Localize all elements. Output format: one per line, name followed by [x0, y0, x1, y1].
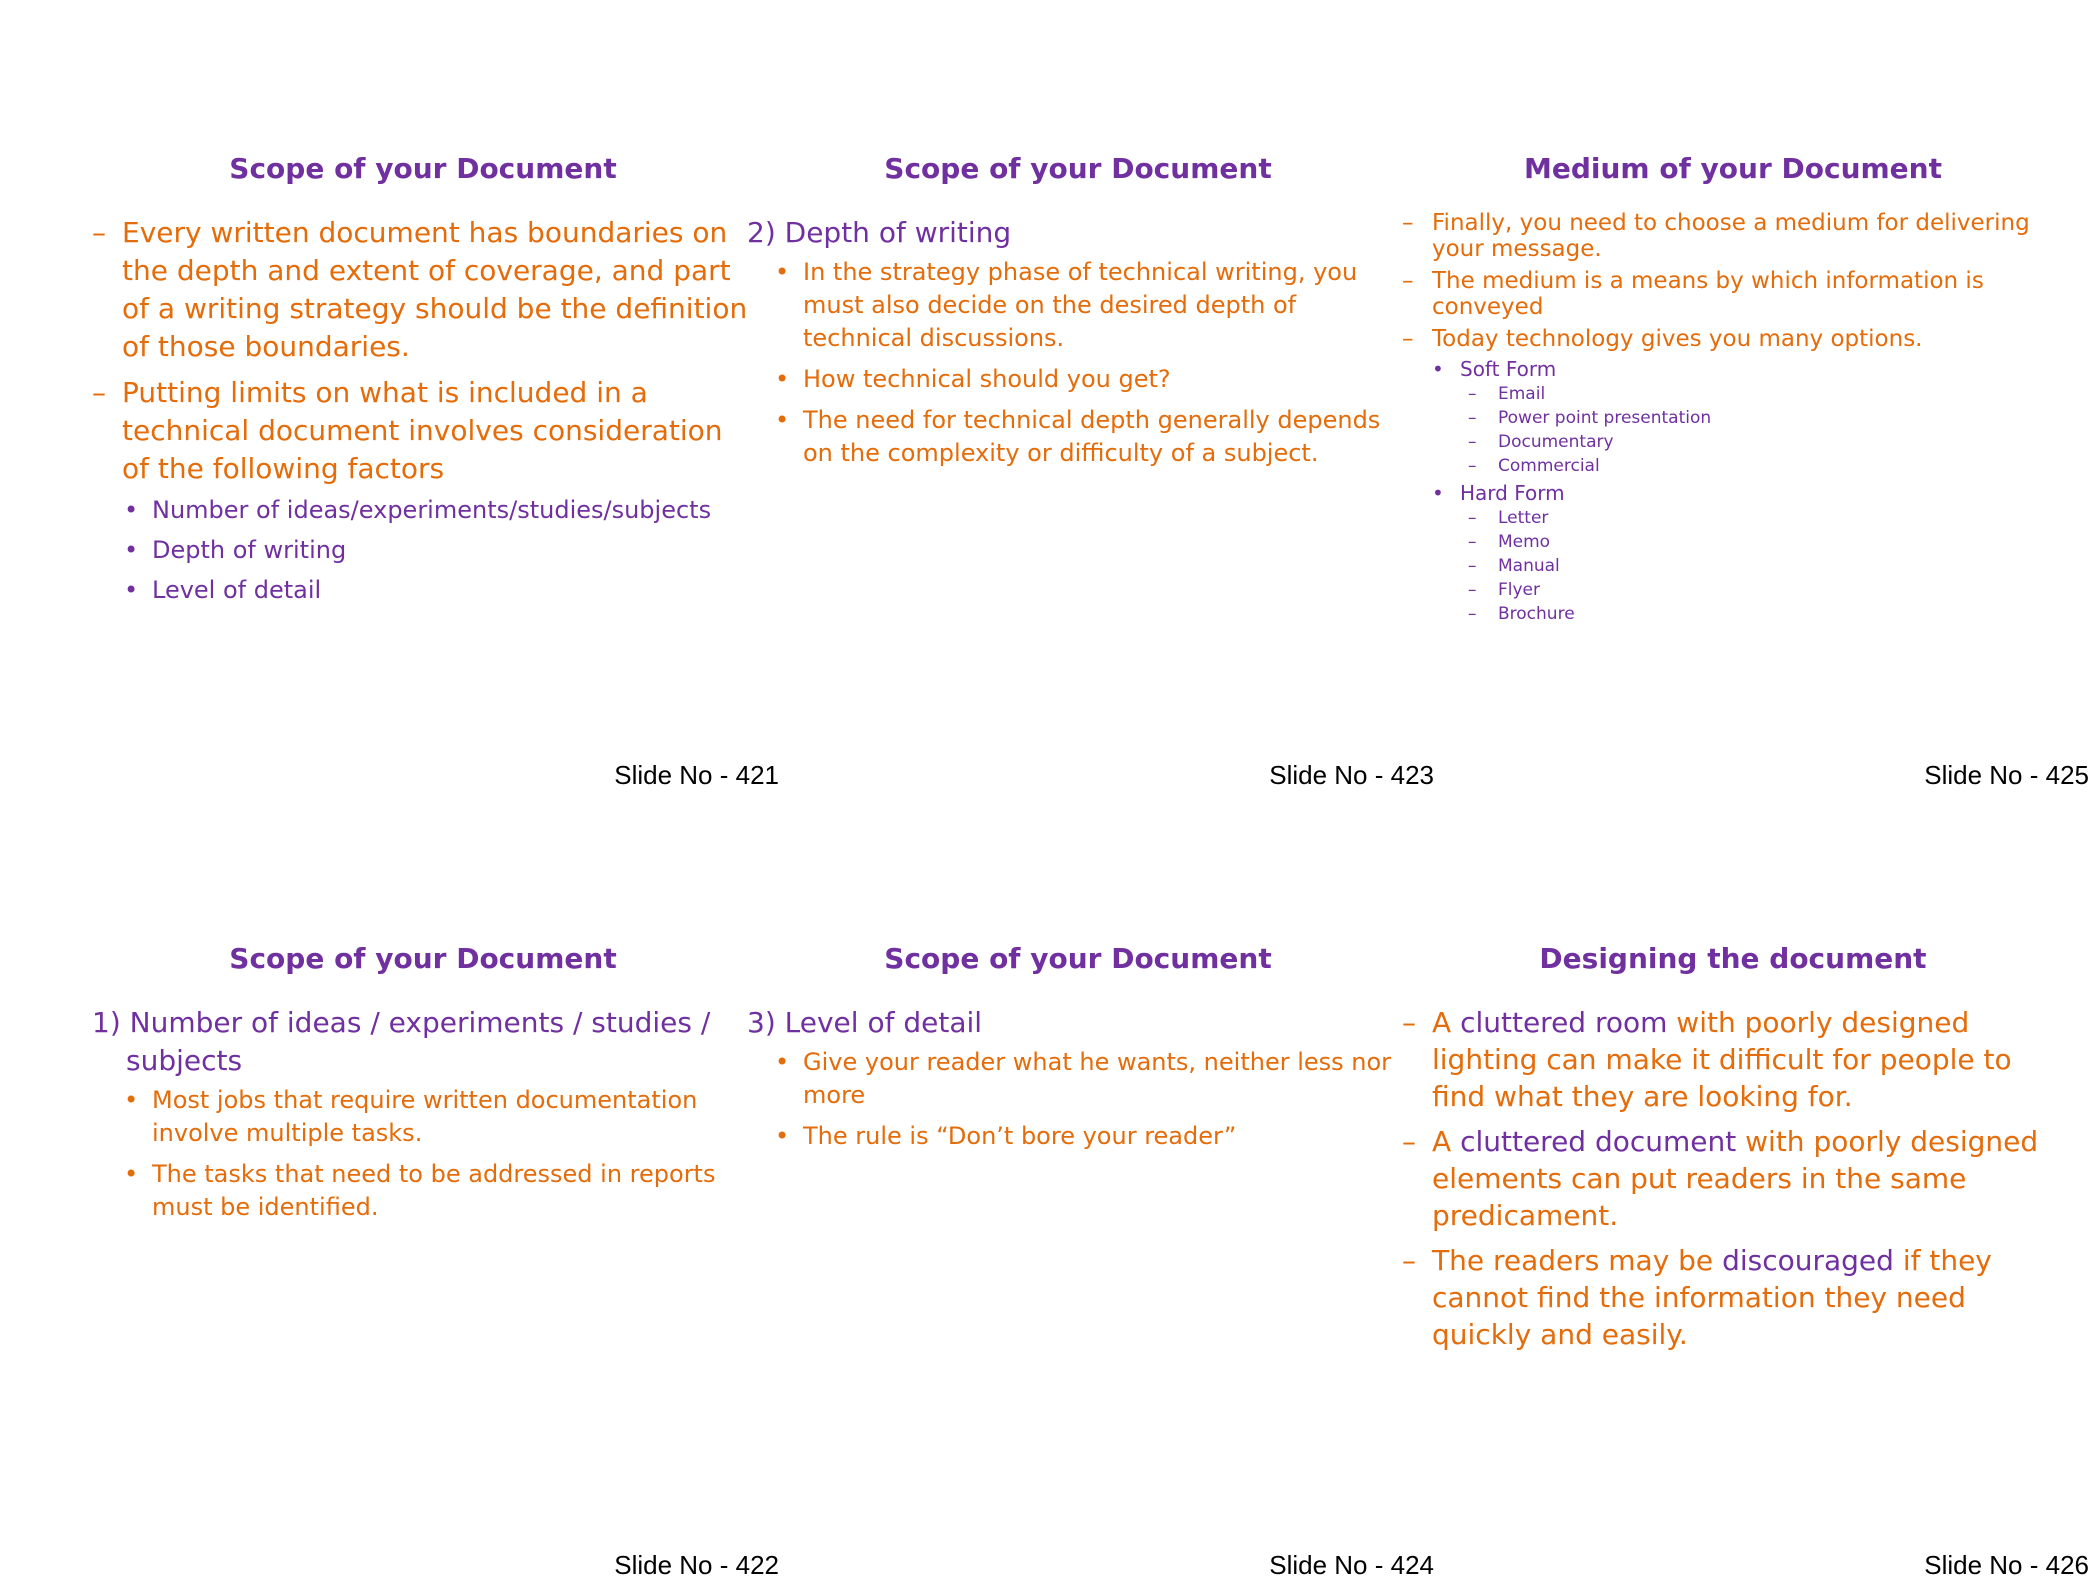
highlight-text: discouraged	[1722, 1244, 1894, 1277]
bullet-marker: •	[124, 1086, 139, 1114]
slide-body	[747, 1004, 1409, 1153]
highlight-text: cluttered document	[1460, 1125, 1737, 1158]
slide-title: Scope of your Document	[229, 942, 617, 975]
list-item: – The readers may be discouraged if they cannot find the information they need quickly and easily.	[1402, 1244, 1992, 1351]
dash-marker: –	[1468, 408, 1477, 428]
bullet-marker: •	[124, 496, 139, 524]
list-item: • Depth of writing	[124, 536, 347, 564]
list-item: – Power point presentation	[1468, 408, 1712, 428]
list-item: – Letter	[1468, 508, 1549, 528]
list-item: • Most jobs that require written documentation involve multiple tasks.	[124, 1086, 698, 1147]
section-heading: 2) Depth of writing	[747, 216, 1012, 249]
dash-marker: –	[1468, 456, 1477, 476]
section-heading: 3) Level of detail	[747, 1006, 983, 1039]
bullet-marker: •	[775, 406, 790, 434]
dash-marker: –	[1468, 604, 1477, 624]
list-item: • In the strategy phase of technical writing, you must also decide on the desired depth of technical discussions.	[775, 258, 1358, 352]
list-item: • Give your reader what he wants, neither less nor more	[775, 1048, 1392, 1109]
bullet-marker: •	[124, 536, 139, 564]
slide-title: Designing the document	[1539, 942, 1927, 975]
list-item: – Brochure	[1468, 604, 1575, 624]
list-item: – Documentary	[1468, 432, 1614, 452]
slide-number: Slide No - 426	[1924, 1550, 2089, 1580]
dash-marker: –	[1468, 508, 1477, 528]
dash-marker: –	[1468, 556, 1477, 576]
list-item: – Flyer	[1468, 580, 1541, 600]
list-item: – Today technology gives you many options.	[1402, 326, 1923, 352]
slide-title: Scope of your Document	[229, 152, 617, 185]
bullet-marker: •	[775, 365, 790, 393]
dash-marker: –	[1468, 384, 1477, 404]
list-item: – Every written document has boundaries on the depth and extent of coverage, and part of a writing strategy should be the definition of those boundaries.	[92, 216, 748, 363]
slide-number: Slide No - 424	[1269, 1550, 1434, 1580]
list-item: – Manual	[1468, 556, 1560, 576]
dash-marker: –	[1402, 1125, 1416, 1158]
list-item: • How technical should you get?	[775, 363, 1409, 396]
dash-marker: –	[1402, 210, 1414, 236]
bullet-marker: •	[775, 1048, 790, 1076]
dash-marker: –	[92, 216, 106, 249]
slide-body	[92, 214, 754, 606]
slide-421	[92, 0, 779, 790]
dash-marker: –	[1402, 268, 1414, 294]
bullet-marker: •	[1432, 481, 1444, 505]
slide-426	[1402, 790, 2089, 1580]
list-item: – Finally, you need to choose a medium for delivering your message.	[1402, 210, 2030, 262]
slide-number: Slide No - 421	[614, 760, 779, 790]
dash-marker: –	[1468, 432, 1477, 452]
slide-424	[747, 790, 1434, 1580]
slide-422	[92, 790, 779, 1580]
slide-title: Medium of your Document	[1524, 152, 1942, 185]
slide-body	[1402, 210, 2064, 626]
bullet-marker: •	[1432, 357, 1444, 381]
highlight-text: cluttered room	[1460, 1006, 1668, 1039]
list-item: • Level of detail	[124, 576, 322, 604]
slide-number: Slide No - 422	[614, 1550, 779, 1580]
list-item: – Email	[1468, 384, 1546, 404]
dash-marker: –	[1468, 532, 1477, 552]
slide-number: Slide No - 423	[1269, 760, 1434, 790]
slide-number: Slide No - 425	[1924, 760, 2089, 790]
dash-marker: –	[92, 376, 106, 409]
list-item: • Hard Form	[1432, 481, 1565, 505]
list-item: – A cluttered document with poorly designed elements can put readers in the same predicament.	[1402, 1125, 2039, 1232]
slide-423	[747, 0, 1434, 790]
bullet-marker: •	[124, 1160, 139, 1188]
slide-body	[1402, 1004, 2064, 1353]
section-heading: 1) Number of ideas / experiments / studies / subjects	[92, 1006, 711, 1077]
slide-title: Scope of your Document	[884, 152, 1272, 185]
list-item: – Memo	[1468, 532, 1551, 552]
list-item: • The need for technical depth generally depends on the complexity or difficulty of a subject.	[775, 406, 1381, 467]
list-item: • The tasks that need to be addressed in reports must be identified.	[124, 1160, 716, 1221]
list-item: • The rule is “Don’t bore your reader”	[775, 1120, 1409, 1153]
list-item: • Number of ideas/experiments/studies/subjects	[124, 496, 712, 524]
slide-body	[747, 214, 1409, 470]
list-item: – Putting limits on what is included in a technical document involves consideration of the following factors	[92, 376, 723, 485]
list-item: • Soft Form	[1432, 357, 1557, 381]
list-item: – Commercial	[1468, 456, 1600, 476]
slide-425	[1402, 0, 2089, 790]
slide-body	[92, 1004, 754, 1224]
list-item: – A cluttered room with poorly designed lighting can make it difficult for people to find what they are looking for.	[1402, 1006, 2012, 1113]
dash-marker: –	[1468, 580, 1477, 600]
dash-marker: –	[1402, 1244, 1416, 1277]
dash-marker: –	[1402, 326, 1414, 352]
bullet-marker: •	[775, 1122, 790, 1150]
dash-marker: –	[1402, 1006, 1416, 1039]
bullet-marker: •	[775, 258, 790, 286]
bullet-marker: •	[124, 576, 139, 604]
slide-title: Scope of your Document	[884, 942, 1272, 975]
list-item: – The medium is a means by which information is conveyed	[1402, 268, 1984, 320]
